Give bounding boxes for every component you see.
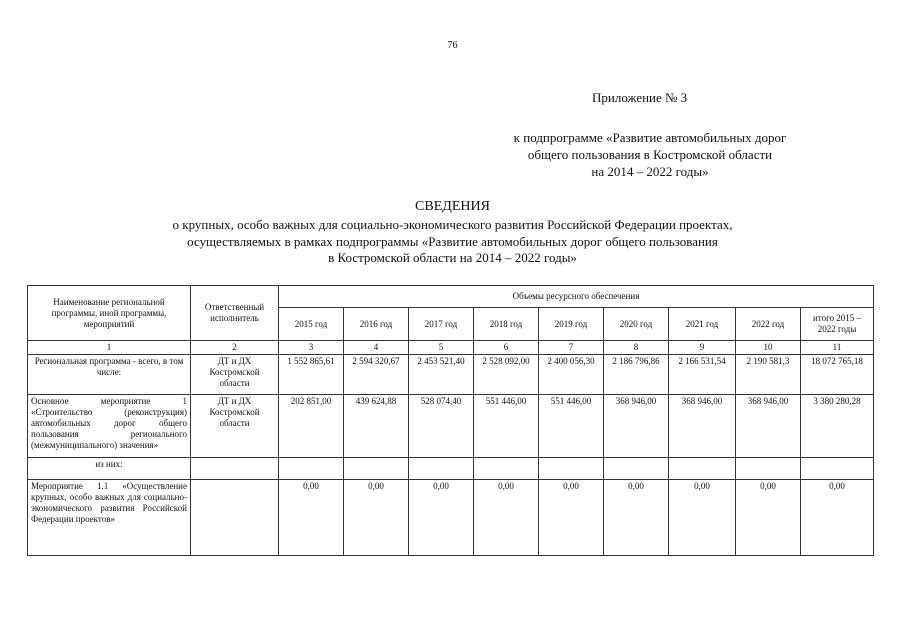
row-name: Мероприятие 1.1 «Осуществление крупных, особо важных для социально-экономического развития Российской Федерации проектов» <box>28 480 191 556</box>
row-value <box>344 458 409 480</box>
table-row <box>28 480 874 556</box>
page-number: 76 <box>447 40 458 51</box>
row-executor <box>191 458 279 480</box>
row-value: 2 186 796,86 <box>604 355 669 395</box>
row-value: 528 074,40 <box>409 395 474 458</box>
row-value: 439 624,88 <box>344 395 409 458</box>
table-row <box>28 355 874 395</box>
row-value: 2 528 092,00 <box>474 355 539 395</box>
subtitle-line: к подпрограмме «Развитие автомобильных дорог <box>513 130 787 145</box>
header-year: 2022 год <box>736 308 801 341</box>
row-value: 551 446,00 <box>474 395 539 458</box>
row-value: 0,00 <box>736 480 801 556</box>
col-number: 8 <box>604 341 669 355</box>
row-value: 0,00 <box>604 480 669 556</box>
subprogram-reference <box>470 129 830 180</box>
row-value: 0,00 <box>344 480 409 556</box>
row-value <box>409 458 474 480</box>
table-row <box>28 458 874 480</box>
row-value: 2 166 531,54 <box>669 355 736 395</box>
header-year: 2020 год <box>604 308 669 341</box>
row-value: 368 946,00 <box>669 395 736 458</box>
row-value: 202 851,00 <box>279 395 344 458</box>
header-year: 2017 год <box>409 308 474 341</box>
col-number: 6 <box>474 341 539 355</box>
col-number: 5 <box>409 341 474 355</box>
subtitle-line: на 2014 – 2022 годы» <box>591 164 709 179</box>
row-value: 2 594 320,67 <box>344 355 409 395</box>
header-year: 2015 год <box>279 308 344 341</box>
row-value: 0,00 <box>669 480 736 556</box>
row-value: 0,00 <box>474 480 539 556</box>
row-value <box>539 458 604 480</box>
row-value: 2 400 056,30 <box>539 355 604 395</box>
document-title: СВЕДЕНИЯ <box>415 199 490 214</box>
row-value: 18 072 765,18 <box>801 355 874 395</box>
row-value: 1 552 865,61 <box>279 355 344 395</box>
title-desc-line: в Костромской области на 2014 – 2022 годы» <box>328 250 577 265</box>
row-name: из них: <box>28 458 191 480</box>
header-year: 2019 год <box>539 308 604 341</box>
document-title-description <box>30 217 875 267</box>
row-name: Региональная программа - всего, в том числе: <box>28 355 191 395</box>
title-desc-line: о крупных, особо важных для социально-экономического развития Российской Федерации проектах, <box>172 217 733 232</box>
row-value <box>801 458 874 480</box>
col-number: 2 <box>191 341 279 355</box>
header-volumes: Объемы ресурсного обеспечения <box>279 286 874 308</box>
row-value: 0,00 <box>539 480 604 556</box>
row-value <box>474 458 539 480</box>
row-value: 368 946,00 <box>604 395 669 458</box>
col-number: 1 <box>28 341 191 355</box>
row-value: 2 453 521,40 <box>409 355 474 395</box>
row-executor: ДТ и ДХ Костромской области <box>191 395 279 458</box>
row-value: 2 190 581,3 <box>736 355 801 395</box>
row-value: 551 446,00 <box>539 395 604 458</box>
col-number: 10 <box>736 341 801 355</box>
row-value: 0,00 <box>279 480 344 556</box>
subtitle-line: общего пользования в Костромской области <box>527 147 773 162</box>
col-number: 11 <box>801 341 874 355</box>
row-value: 368 946,00 <box>736 395 801 458</box>
row-value <box>669 458 736 480</box>
resource-table <box>27 285 874 556</box>
row-value: 0,00 <box>409 480 474 556</box>
header-executor: Ответственный исполнитель <box>191 286 279 341</box>
header-year: 2021 год <box>669 308 736 341</box>
row-value <box>736 458 801 480</box>
header-year: 2018 год <box>474 308 539 341</box>
header-year-total: итого 2015 – 2022 годы <box>801 308 874 341</box>
col-number: 9 <box>669 341 736 355</box>
row-executor <box>191 480 279 556</box>
row-value: 3 380 280,28 <box>801 395 874 458</box>
appendix-label: Приложение № 3 <box>592 90 688 105</box>
row-value <box>604 458 669 480</box>
col-number: 7 <box>539 341 604 355</box>
row-executor: ДТ и ДХ Костромской области <box>191 355 279 395</box>
table-row <box>28 395 874 458</box>
row-name: Основное мероприятие 1 «Строительство (реконструкция) автомобильных дорог общего пользования регионального (межмуниципального) значения» <box>28 395 191 458</box>
row-value <box>279 458 344 480</box>
title-desc-line: осуществляемых в рамках подпрограммы «Развитие автомобильных дорог общего пользования <box>187 233 718 249</box>
row-value: 0,00 <box>801 480 874 556</box>
header-year: 2016 год <box>344 308 409 341</box>
header-name: Наименование региональной программы, иной программы, мероприятий <box>28 286 191 341</box>
col-number: 4 <box>344 341 409 355</box>
col-number: 3 <box>279 341 344 355</box>
